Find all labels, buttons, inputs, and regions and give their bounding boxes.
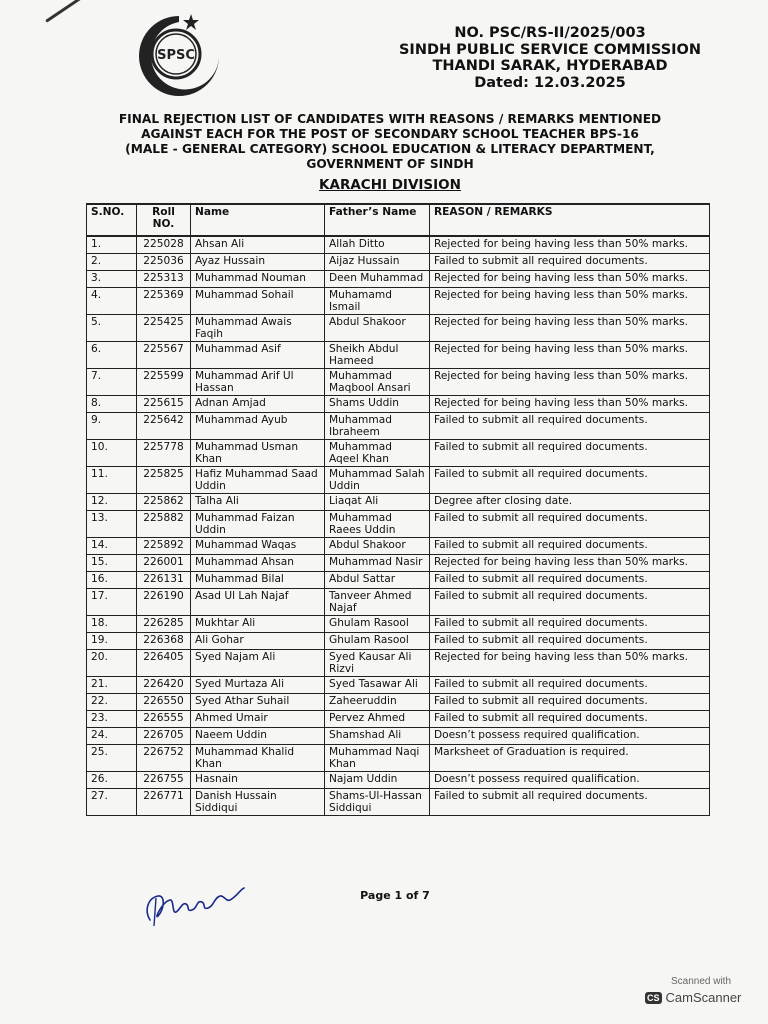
letter-header (380, 25, 720, 91)
organization-address: THANDI SARAK, HYDERABAD (432, 58, 668, 74)
table-row (87, 632, 710, 649)
cell-father: Pervez Ahmed (325, 710, 430, 727)
table-row (87, 771, 710, 788)
table-row (87, 744, 710, 771)
cell-roll: 226405 (137, 649, 191, 676)
cell-reason: Doesn’t possess required qualification. (430, 771, 710, 788)
cell-roll: 226771 (137, 788, 191, 815)
header-name: Name (191, 204, 325, 236)
cell-name: Ayaz Hussain (191, 253, 325, 270)
rejection-table (86, 203, 710, 816)
cell-roll: 225778 (137, 439, 191, 466)
cell-name: Muhammad Faizan Uddin (191, 510, 325, 537)
cell-roll: 225425 (137, 314, 191, 341)
table-row (87, 788, 710, 815)
cell-roll: 225599 (137, 368, 191, 395)
cell-sno: 19. (87, 632, 137, 649)
cell-sno: 24. (87, 727, 137, 744)
cell-reason: Doesn’t possess required qualification. (430, 727, 710, 744)
cell-father: Allah Ditto (325, 236, 430, 253)
cell-reason: Failed to submit all required documents. (430, 537, 710, 554)
table-header-row (87, 204, 710, 236)
table-row (87, 493, 710, 510)
cell-sno: 13. (87, 510, 137, 537)
cell-sno: 23. (87, 710, 137, 727)
cell-father: Ghulam Rasool (325, 615, 430, 632)
pen-mark (45, 0, 83, 23)
cell-reason: Failed to submit all required documents. (430, 788, 710, 815)
table-row (87, 571, 710, 588)
title-line-1: FINAL REJECTION LIST OF CANDIDATES WITH REASONS / REMARKS MENTIONED (118, 112, 662, 126)
cell-sno: 21. (87, 676, 137, 693)
cell-reason: Rejected for being having less than 50% marks. (430, 314, 710, 341)
table-row (87, 236, 710, 253)
cell-reason: Failed to submit all required documents. (430, 510, 710, 537)
cell-roll: 226550 (137, 693, 191, 710)
table-row (87, 341, 710, 368)
cell-reason: Failed to submit all required documents. (430, 412, 710, 439)
cell-roll: 225567 (137, 341, 191, 368)
document-date: Dated: 12.03.2025 (474, 74, 626, 91)
cell-roll: 225882 (137, 510, 191, 537)
cell-sno: 22. (87, 693, 137, 710)
cell-sno: 16. (87, 571, 137, 588)
header-father: Father’s Name (325, 204, 430, 236)
cell-father: Aijaz Hussain (325, 253, 430, 270)
cell-roll: 226001 (137, 554, 191, 571)
cell-name: Muhammad Waqas (191, 537, 325, 554)
table-row (87, 588, 710, 615)
scanner-watermark (645, 976, 757, 1016)
cell-name: Ali Gohar (191, 632, 325, 649)
cell-sno: 10. (87, 439, 137, 466)
cell-sno: 5. (87, 314, 137, 341)
cell-reason: Failed to submit all required documents. (430, 439, 710, 466)
cell-name: Danish Hussain Siddiqui (191, 788, 325, 815)
cell-name: Naeem Uddin (191, 727, 325, 744)
cell-name: Muhammad Asif (191, 341, 325, 368)
cell-sno: 27. (87, 788, 137, 815)
cell-reason: Rejected for being having less than 50% marks. (430, 395, 710, 412)
cell-reason: Rejected for being having less than 50% marks. (430, 270, 710, 287)
cell-reason: Failed to submit all required documents. (430, 676, 710, 693)
table-row (87, 710, 710, 727)
cell-roll: 226420 (137, 676, 191, 693)
cell-sno: 20. (87, 649, 137, 676)
cell-name: Mukhtar Ali (191, 615, 325, 632)
title-line-2: AGAINST EACH FOR THE POST OF SECONDARY SCHOOL TEACHER BPS-16 (141, 127, 639, 141)
cell-father: Muhammad Raees Uddin (325, 510, 430, 537)
cell-name: Syed Athar Suhail (191, 693, 325, 710)
cell-sno: 3. (87, 270, 137, 287)
cell-name: Muhammad Ayub (191, 412, 325, 439)
cell-father: Shamshad Ali (325, 727, 430, 744)
header-reason: REASON / REMARKS (430, 204, 710, 236)
scanner-brand-name: CamScanner (665, 990, 742, 1005)
cell-father: Sheikh Abdul Hameed (325, 341, 430, 368)
reference-number: NO. PSC/RS-II/2025/003 (454, 25, 646, 41)
table-row (87, 727, 710, 744)
table-row (87, 439, 710, 466)
header-sno: S.NO. (87, 204, 137, 236)
table-row (87, 537, 710, 554)
cell-name: Syed Najam Ali (191, 649, 325, 676)
cell-sno: 17. (87, 588, 137, 615)
cell-name: Syed Murtaza Ali (191, 676, 325, 693)
cell-reason: Marksheet of Graduation is required. (430, 744, 710, 771)
cell-reason: Failed to submit all required documents. (430, 693, 710, 710)
cell-reason: Failed to submit all required documents. (430, 710, 710, 727)
cell-father: Muhammad Naqi Khan (325, 744, 430, 771)
cell-sno: 4. (87, 287, 137, 314)
cell-roll: 226755 (137, 771, 191, 788)
cell-sno: 2. (87, 253, 137, 270)
cell-father: Zaheeruddin (325, 693, 430, 710)
cell-roll: 225892 (137, 537, 191, 554)
cell-roll: 225313 (137, 270, 191, 287)
organization-name: SINDH PUBLIC SERVICE COMMISSION (398, 41, 701, 58)
logo-text: SPSC (157, 48, 195, 63)
cell-father: Muhammad Ibraheem (325, 412, 430, 439)
cell-name: Muhammad Bilal (191, 571, 325, 588)
cell-father: Ghulam Rasool (325, 632, 430, 649)
cell-father: Shams Uddin (325, 395, 430, 412)
cell-sno: 26. (87, 771, 137, 788)
cell-roll: 225028 (137, 236, 191, 253)
cell-sno: 9. (87, 412, 137, 439)
cell-father: Tanveer Ahmed Najaf (325, 588, 430, 615)
cell-roll: 225036 (137, 253, 191, 270)
cell-name: Ahsan Ali (191, 236, 325, 253)
table-row (87, 395, 710, 412)
cell-sno: 18. (87, 615, 137, 632)
cell-father: Muhammad Maqbool Ansari (325, 368, 430, 395)
page-number: Page 1 of 7 (360, 889, 430, 902)
cell-father: Najam Uddin (325, 771, 430, 788)
cell-reason: Rejected for being having less than 50% marks. (430, 236, 710, 253)
cell-roll: 226752 (137, 744, 191, 771)
cell-roll: 226705 (137, 727, 191, 744)
cell-roll: 225825 (137, 466, 191, 493)
division-heading: KARACHI DIVISION (319, 177, 461, 193)
cell-name: Hafiz Muhammad Saad Uddin (191, 466, 325, 493)
scanner-label: Scanned with (670, 976, 732, 987)
table-row (87, 253, 710, 270)
cell-reason: Failed to submit all required documents. (430, 466, 710, 493)
title-line-3: (MALE - GENERAL CATEGORY) SCHOOL EDUCATION & LITERACY DEPARTMENT, (125, 142, 655, 156)
cell-reason: Failed to submit all required documents. (430, 571, 710, 588)
cell-father: Abdul Shakoor (325, 314, 430, 341)
cell-father: Muhammad Salah Uddin (325, 466, 430, 493)
cell-father: Muhammad Aqeel Khan (325, 439, 430, 466)
cell-roll: 226555 (137, 710, 191, 727)
cell-name: Muhammad Awais Faqih (191, 314, 325, 341)
cell-father: Muhammad Nasir (325, 554, 430, 571)
cell-reason: Rejected for being having less than 50% marks. (430, 649, 710, 676)
cell-name: Asad Ul Lah Najaf (191, 588, 325, 615)
cell-roll: 226190 (137, 588, 191, 615)
cell-roll: 226131 (137, 571, 191, 588)
table-row (87, 287, 710, 314)
cell-father: Shams-Ul-Hassan Siddiqui (325, 788, 430, 815)
table-row (87, 412, 710, 439)
cell-name: Muhammad Sohail (191, 287, 325, 314)
cell-reason: Failed to submit all required documents. (430, 615, 710, 632)
cell-father: Deen Muhammad (325, 270, 430, 287)
cell-name: Muhammad Khalid Khan (191, 744, 325, 771)
cell-sno: 25. (87, 744, 137, 771)
cell-name: Muhammad Usman Khan (191, 439, 325, 466)
cell-reason: Rejected for being having less than 50% marks. (430, 368, 710, 395)
signature (140, 880, 260, 930)
cell-reason: Rejected for being having less than 50% marks. (430, 287, 710, 314)
cell-sno: 6. (87, 341, 137, 368)
cell-name: Muhammad Arif Ul Hassan (191, 368, 325, 395)
cell-name: Ahmed Umair (191, 710, 325, 727)
cell-reason: Failed to submit all required documents. (430, 588, 710, 615)
cell-sno: 11. (87, 466, 137, 493)
table-row (87, 270, 710, 287)
cell-reason: Rejected for being having less than 50% marks. (430, 341, 710, 368)
cell-name: Adnan Amjad (191, 395, 325, 412)
table-row (87, 649, 710, 676)
spsc-logo (133, 10, 225, 102)
document-title (70, 112, 710, 172)
scanner-brand (645, 990, 757, 1005)
cell-roll: 226368 (137, 632, 191, 649)
cell-father: Liaqat Ali (325, 493, 430, 510)
header-roll: Roll NO. (137, 204, 191, 236)
cell-sno: 15. (87, 554, 137, 571)
table-row (87, 466, 710, 493)
cell-father: Muhamamd Ismail (325, 287, 430, 314)
cell-roll: 225862 (137, 493, 191, 510)
table-row (87, 368, 710, 395)
cell-sno: 8. (87, 395, 137, 412)
cell-sno: 14. (87, 537, 137, 554)
cell-father: Syed Tasawar Ali (325, 676, 430, 693)
cell-father: Abdul Sattar (325, 571, 430, 588)
cell-sno: 7. (87, 368, 137, 395)
cell-reason: Failed to submit all required documents. (430, 253, 710, 270)
cell-reason: Rejected for being having less than 50% marks. (430, 554, 710, 571)
table-row (87, 314, 710, 341)
title-line-4: GOVERNMENT OF SINDH (306, 157, 474, 171)
cell-reason: Degree after closing date. (430, 493, 710, 510)
cell-father: Syed Kausar Ali Rizvi (325, 649, 430, 676)
camscanner-icon: CS (647, 992, 660, 1003)
table-row (87, 510, 710, 537)
cell-roll: 226285 (137, 615, 191, 632)
table-row (87, 693, 710, 710)
table-row (87, 676, 710, 693)
table-row (87, 554, 710, 571)
cell-father: Abdul Shakoor (325, 537, 430, 554)
cell-roll: 225369 (137, 287, 191, 314)
cell-roll: 225615 (137, 395, 191, 412)
cell-name: Muhammad Ahsan (191, 554, 325, 571)
table-row (87, 615, 710, 632)
cell-roll: 225642 (137, 412, 191, 439)
cell-name: Talha Ali (191, 493, 325, 510)
cell-sno: 1. (87, 236, 137, 253)
cell-reason: Failed to submit all required documents. (430, 632, 710, 649)
cell-name: Hasnain (191, 771, 325, 788)
cell-sno: 12. (87, 493, 137, 510)
cell-name: Muhammad Nouman (191, 270, 325, 287)
